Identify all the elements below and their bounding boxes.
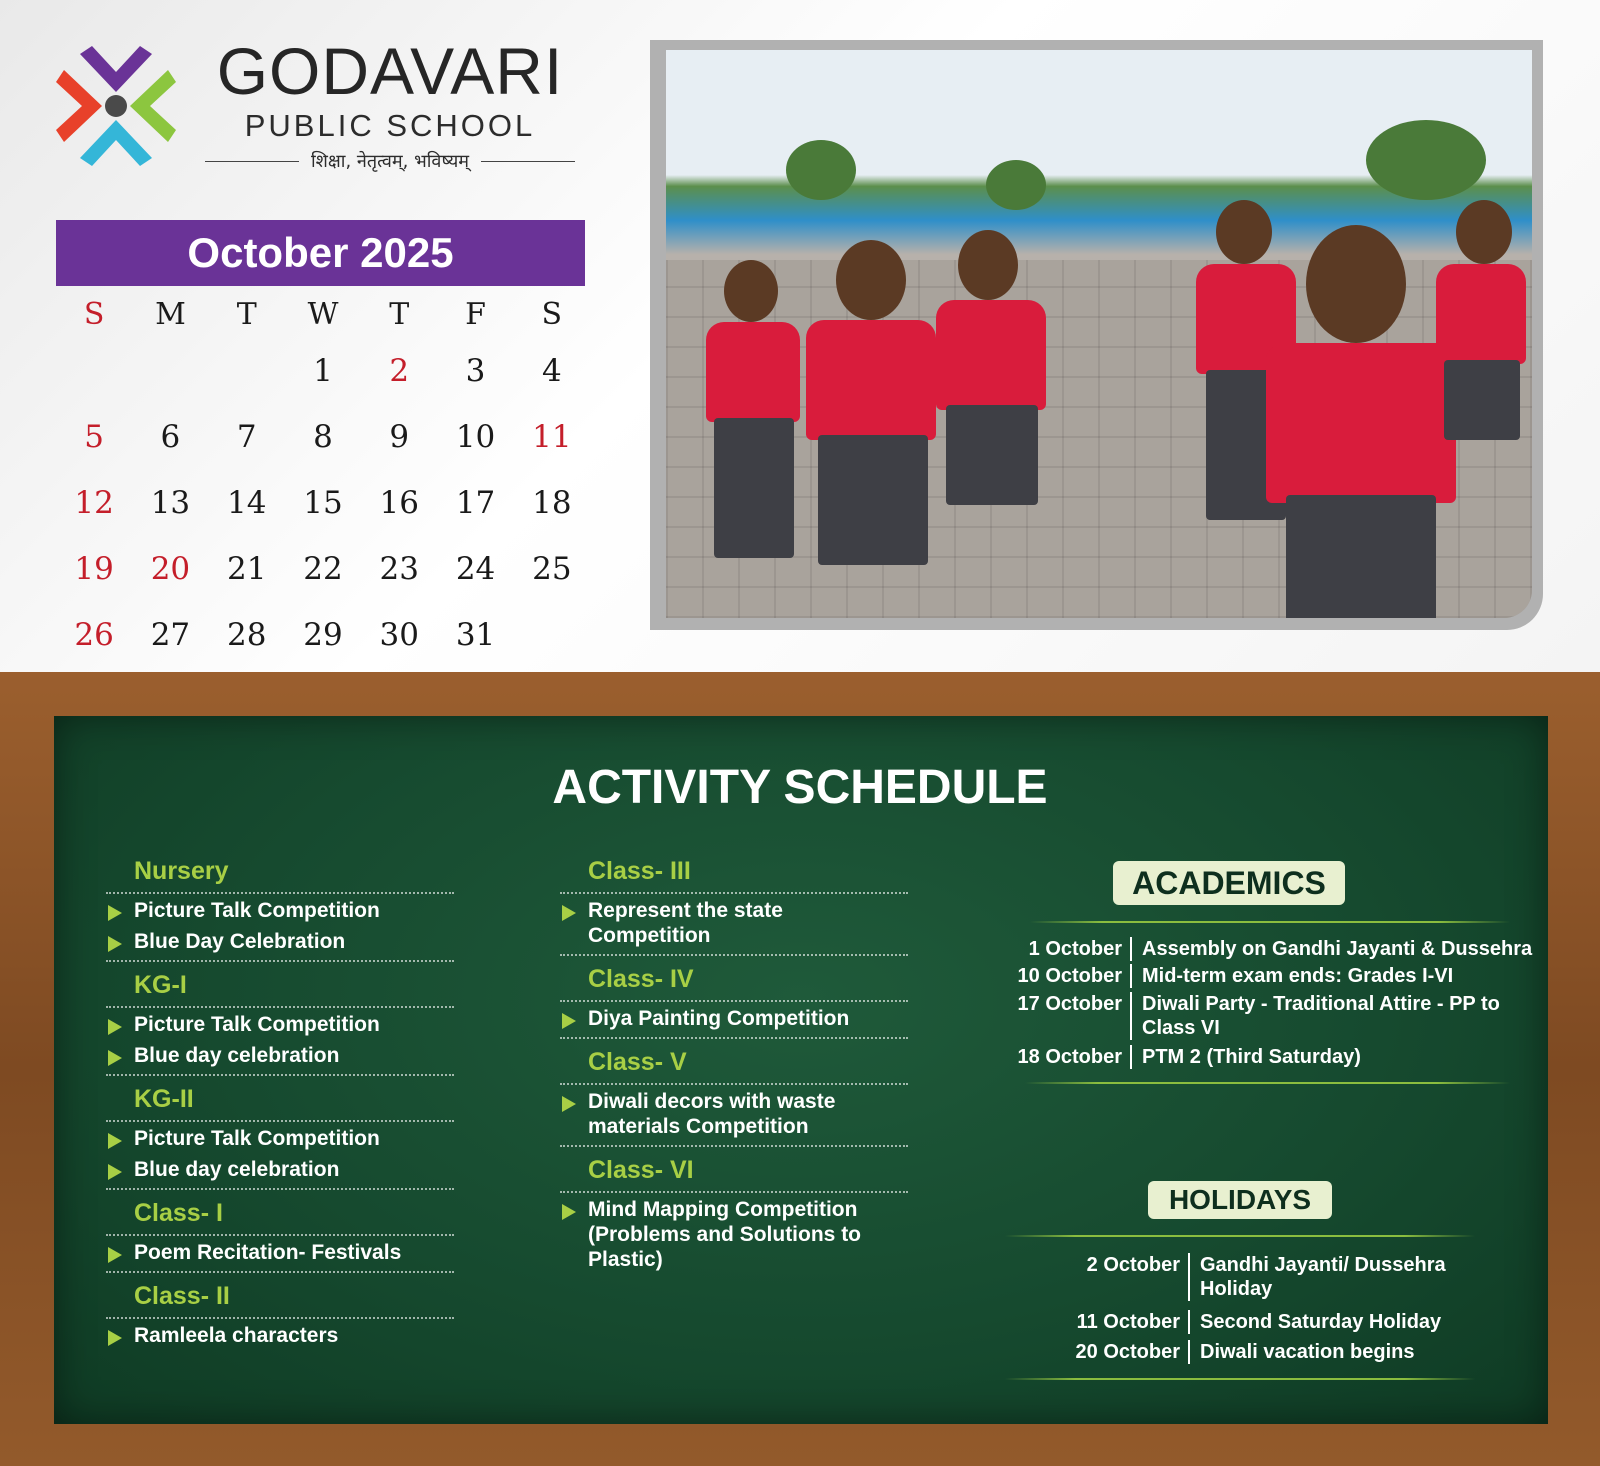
academics-heading: ACADEMICS bbox=[1113, 861, 1345, 905]
weekday-label: S bbox=[83, 296, 105, 332]
calendar-day: 20 bbox=[150, 551, 191, 587]
weekday-label: M bbox=[155, 296, 186, 332]
calendar-day: 16 bbox=[379, 485, 419, 521]
activity-item: Blue Day Celebration bbox=[106, 925, 454, 962]
event-date: 18 October bbox=[1010, 1045, 1132, 1069]
activity-column-2 bbox=[560, 850, 908, 1274]
calendar-day: 18 bbox=[532, 485, 572, 521]
students-photo bbox=[666, 50, 1532, 618]
holidays-event-row bbox=[1068, 1310, 1460, 1334]
event-text: Diwali Party - Traditional Attire - PP to Class VI bbox=[1142, 993, 1500, 1039]
calendar-grid bbox=[56, 290, 590, 668]
activity-item: Represent the state Competition bbox=[560, 894, 908, 956]
calendar-day: 28 bbox=[226, 617, 267, 653]
grade-heading: Class- IV bbox=[560, 958, 908, 1002]
motto-text: शिक्षा, नेतृत्वम्, भविष्यम् bbox=[310, 151, 470, 172]
event-date: 10 October bbox=[1010, 964, 1132, 988]
weekday-label: T bbox=[389, 296, 410, 332]
divider-line bbox=[1005, 1378, 1475, 1380]
activity-column-1 bbox=[106, 850, 454, 1350]
activity-item: Ramleela characters bbox=[106, 1319, 454, 1350]
activity-schedule-title: ACTIVITY SCHEDULE bbox=[552, 761, 1048, 814]
calendar-day: 9 bbox=[389, 419, 410, 455]
divider-line bbox=[1030, 921, 1510, 923]
event-text: Diwali vacation begins bbox=[1200, 1341, 1415, 1363]
activity-item: Blue day celebration bbox=[106, 1039, 454, 1076]
calendar-week-row bbox=[56, 602, 590, 668]
calendar-day: 7 bbox=[236, 419, 257, 455]
tree-shape bbox=[986, 160, 1046, 210]
event-date: 20 October bbox=[1068, 1340, 1190, 1364]
calendar-day: 10 bbox=[455, 419, 496, 455]
event-text: Assembly on Gandhi Jayanti & Dussehra bbox=[1142, 938, 1533, 960]
weekday-label: F bbox=[465, 296, 486, 332]
academics-event-row bbox=[1010, 964, 1552, 988]
activity-item: Blue day celebration bbox=[106, 1153, 454, 1190]
activity-item: Picture Talk Competition bbox=[106, 894, 454, 925]
grade-heading: KG-II bbox=[106, 1078, 454, 1122]
grade-heading: Class- VI bbox=[560, 1149, 908, 1193]
event-date: 1 October bbox=[1010, 937, 1132, 961]
event-text: Mid-term exam ends: Grades I-VI bbox=[1142, 965, 1454, 987]
event-text: PTM 2 (Third Saturday) bbox=[1142, 1046, 1361, 1068]
holidays-event-row bbox=[1068, 1253, 1460, 1301]
calendar-day: 8 bbox=[313, 419, 333, 455]
grade-heading: Nursery bbox=[106, 850, 454, 894]
calendar-day: 1 bbox=[313, 353, 333, 389]
activity-item: Diya Painting Competition bbox=[560, 1002, 908, 1039]
calendar-day: 14 bbox=[226, 485, 267, 521]
activity-item: Poem Recitation- Festivals bbox=[106, 1236, 454, 1273]
event-text: Second Saturday Holiday bbox=[1200, 1311, 1442, 1333]
weekday-label: W bbox=[307, 296, 339, 332]
calendar-week-row bbox=[56, 470, 590, 536]
motto-rule-right bbox=[481, 161, 575, 162]
calendar-day: 27 bbox=[150, 617, 191, 653]
calendar-week-row bbox=[56, 404, 590, 470]
calendar-day: 30 bbox=[379, 617, 419, 653]
school-name: GODAVARI bbox=[216, 34, 564, 108]
tree-shape bbox=[1366, 120, 1486, 200]
calendar-month-title: October 2025 bbox=[56, 220, 585, 286]
calendar-day: 6 bbox=[160, 419, 181, 455]
activity-item: Picture Talk Competition bbox=[106, 1008, 454, 1039]
school-motto bbox=[205, 148, 575, 174]
divider-line bbox=[1025, 1082, 1510, 1084]
calendar-day: 4 bbox=[541, 353, 562, 389]
calendar-day: 31 bbox=[455, 617, 496, 653]
event-text: Gandhi Jayanti/ Dussehra Holiday bbox=[1200, 1254, 1446, 1300]
event-date: 11 October bbox=[1068, 1310, 1190, 1334]
activity-item: Picture Talk Competition bbox=[106, 1122, 454, 1153]
calendar-day: 24 bbox=[455, 551, 496, 587]
calendar-day: 23 bbox=[379, 551, 419, 587]
calendar-week-row bbox=[56, 536, 590, 602]
academics-event-row bbox=[1010, 992, 1552, 1040]
grade-heading: KG-I bbox=[106, 964, 454, 1008]
grade-heading: Class- I bbox=[106, 1192, 454, 1236]
motto-rule-left bbox=[205, 161, 299, 162]
calendar-day: 15 bbox=[303, 485, 343, 521]
calendar-day: 21 bbox=[226, 551, 267, 587]
divider-line bbox=[1005, 1235, 1475, 1237]
activity-item: Diwali decors with waste materials Competition bbox=[560, 1085, 908, 1147]
calendar-day: 26 bbox=[74, 617, 114, 653]
grade-heading: Class- III bbox=[560, 850, 908, 894]
calendar-day: 3 bbox=[465, 353, 486, 389]
calendar-day: 11 bbox=[532, 419, 572, 455]
school-logo-icon bbox=[52, 42, 180, 170]
event-date: 2 October bbox=[1068, 1253, 1190, 1301]
activity-item: Mind Mapping Competition (Problems and Solutions to Plastic) bbox=[560, 1193, 908, 1274]
tree-shape bbox=[786, 140, 856, 200]
weekday-label: S bbox=[541, 296, 563, 332]
calendar-day: 29 bbox=[303, 617, 343, 653]
calendar-day: 22 bbox=[303, 551, 343, 587]
calendar-day: 25 bbox=[532, 551, 572, 587]
academics-event-row bbox=[1010, 937, 1552, 961]
academics-event-row bbox=[1010, 1045, 1552, 1069]
grade-heading: Class- V bbox=[560, 1041, 908, 1085]
calendar-week-row bbox=[56, 338, 590, 404]
holidays-heading: HOLIDAYS bbox=[1148, 1181, 1332, 1219]
calendar-weekday-row bbox=[56, 290, 590, 338]
calendar-day: 5 bbox=[84, 419, 104, 455]
grade-heading: Class- II bbox=[106, 1275, 454, 1319]
calendar-day: 19 bbox=[74, 551, 114, 587]
weekday-label: T bbox=[236, 296, 257, 332]
calendar-day: 17 bbox=[455, 485, 496, 521]
calendar-day: 13 bbox=[150, 485, 191, 521]
school-subtitle: PUBLIC SCHOOL bbox=[244, 108, 536, 143]
holidays-event-row bbox=[1068, 1340, 1460, 1364]
calendar-day: 2 bbox=[389, 353, 410, 389]
calendar-day: 12 bbox=[74, 485, 114, 521]
event-date: 17 October bbox=[1010, 992, 1132, 1040]
